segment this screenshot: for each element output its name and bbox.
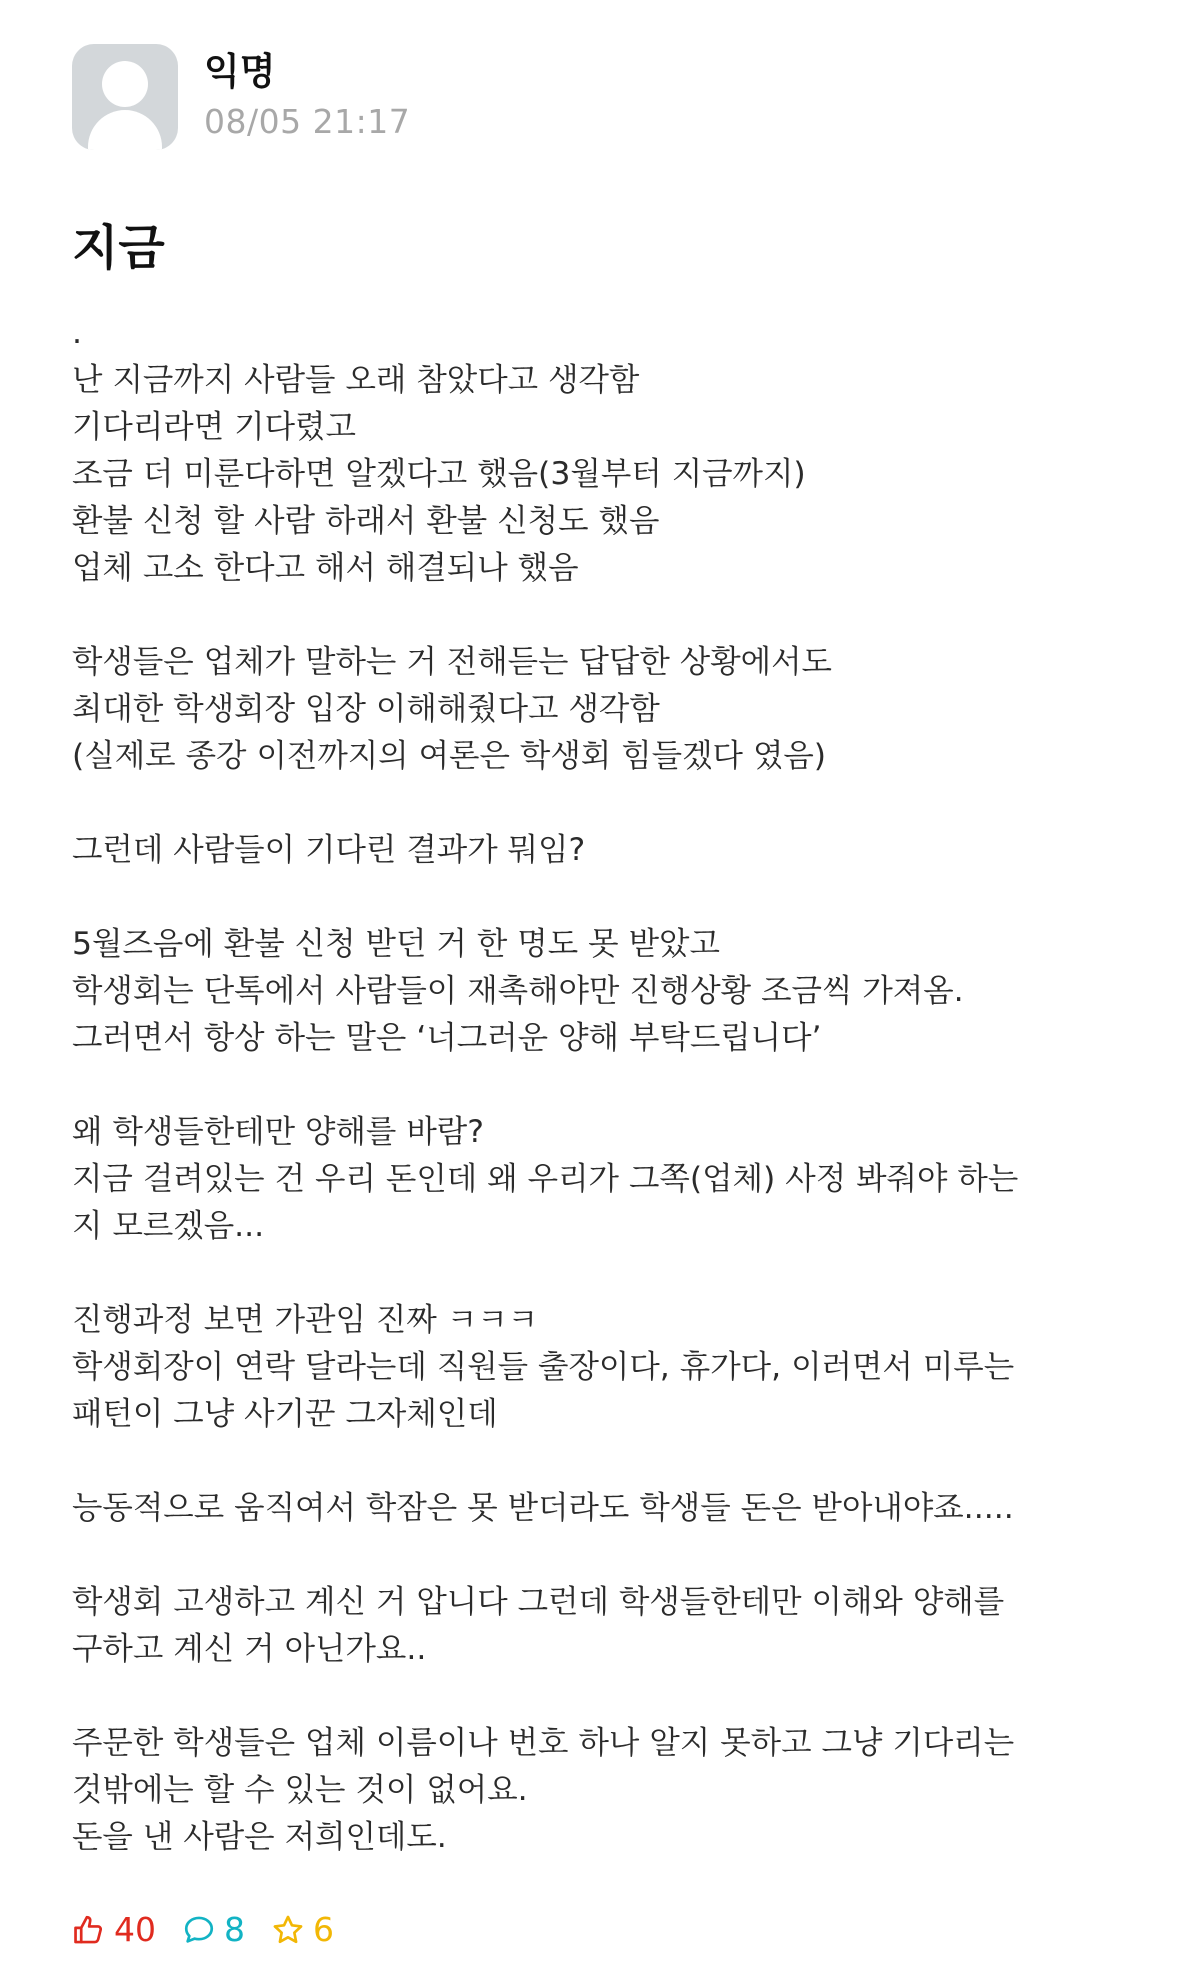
speech-bubble-icon: [182, 1913, 216, 1947]
like-button[interactable]: [72, 1910, 156, 1950]
scrap-button[interactable]: [271, 1910, 334, 1950]
thumbs-up-icon: [72, 1913, 106, 1947]
post-actions: [72, 1908, 360, 1952]
anonymous-avatar-icon: [72, 44, 178, 150]
post-header: [72, 44, 1112, 154]
avatar-body: [88, 110, 162, 150]
post: [72, 44, 1112, 1861]
star-icon: [271, 1913, 305, 1947]
post-title: 지금: [72, 220, 165, 276]
comment-count: 8: [224, 1910, 245, 1949]
comment-button[interactable]: [182, 1910, 245, 1950]
post-content: . 난 지금까지 사람들 오래 참았다고 생각함 기다리라면 기다렸고 조금 더 미룬다하면 알겠다고 했음(3월부터 지금까지) 환불 신청 할 사람 하래서 환불 신청도 했음 업체 고소 한다고 해서 해결되나 했음 학생들은 업체가 말하는 거 전해듣는 답답한 상황에서도 최대한 학생회장 입장 이해해줬다고 생각함 (실제로 종강 이전까지의 여론은 학생회 힘들겠다 였음) 그런데 사람들이 기다린 결과가 뭐임? 5월즈음에 환불 신청 받던 거 한 명도 못 받았고 학생회는 단톡에서 사람들이 재촉해야만 진행상황 조금씩 가져옴. 그러면서 항상 하는 말은 ‘너그러운 양해 부탁드립니다’ 왜 학생들한테만 양해를 바람? 지금 걸려있는 건 우리 돈인데 왜 우리가 그쪽(업체) 사정 봐줘야 하는 지 모르겠음... 진행과정 보면 가관임 진짜 ㅋㅋㅋ 학생회장이 연락 달라는데 직원들 출장이다, 휴가다, 이러면서 미루는 패턴이 그냥 사기꾼 그자체인데 능동적으로 움직여서 학잠은 못 받더라도 학생들 돈은 받아내야죠..... 학생회 고생하고 계신 거 압니다 그런데 학생들한테만 이해와 양해를 구하고 계신 거 아닌가요.. 주문한 학생들은 업체 이름이나 번호 하나 알지 못하고 그냥 기다리는 것밖에는 할 수 있는 것이 없어요. 돈을 낸 사람은 저희인데도.: [72, 315, 1019, 1855]
author-name: 익명: [204, 50, 276, 93]
avatar-head: [102, 61, 148, 107]
scrap-count: 6: [313, 1910, 334, 1949]
like-count: 40: [114, 1910, 156, 1949]
post-meta: [204, 44, 410, 144]
post-date: 08/05 21:17: [204, 102, 411, 141]
